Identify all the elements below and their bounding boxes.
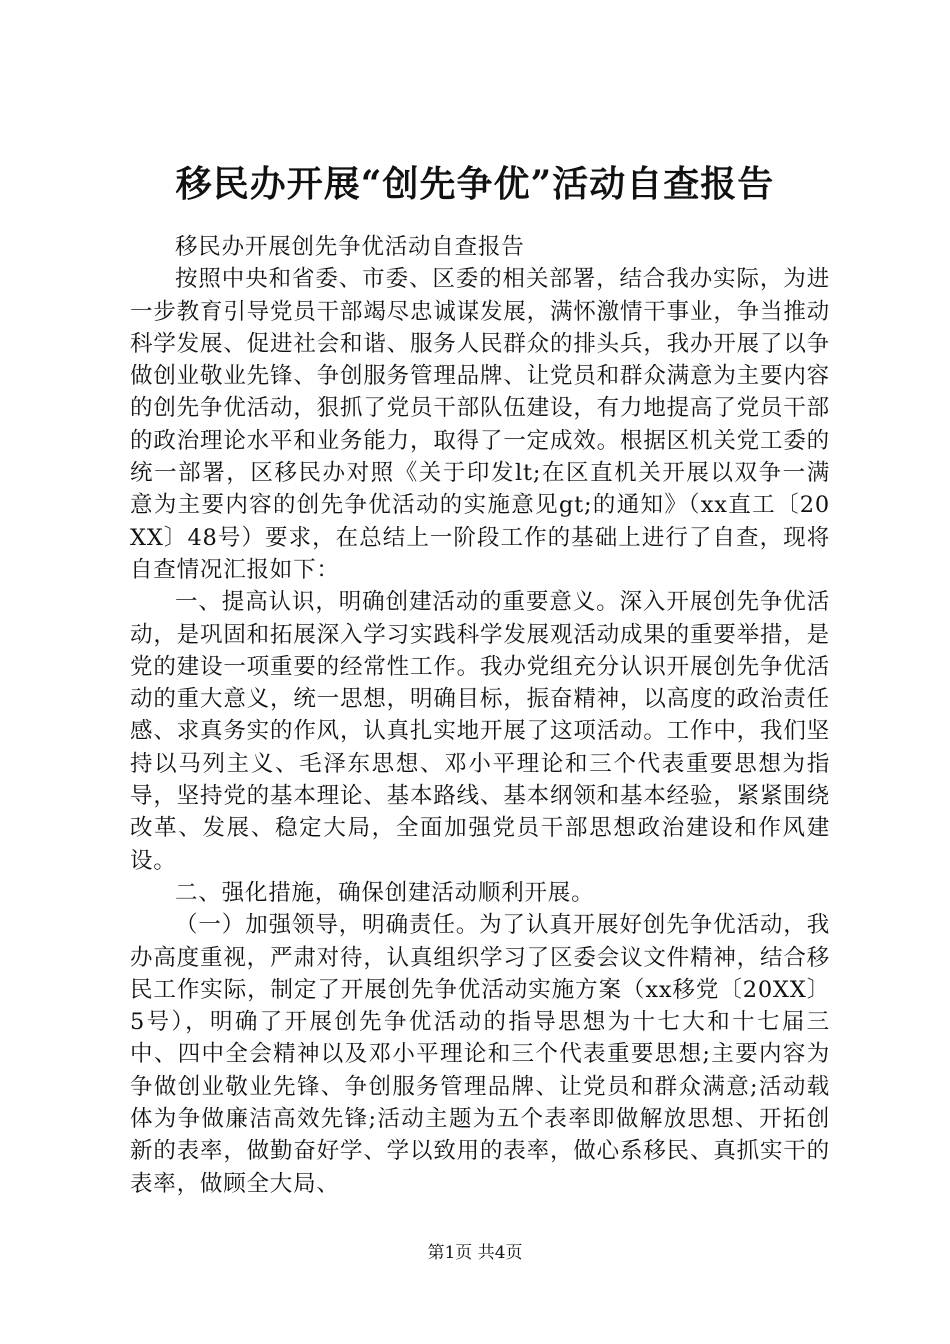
document-title: 移民办开展“创先争优”活动自查报告 — [175, 163, 775, 205]
section-two-heading: 二、强化措施，确保创建活动顺利开展。 — [175, 879, 595, 906]
section-one-paragraph: 一、提高认识，明确创建活动的重要意义。深入开展创先争优活动，是巩固和拓展深入学习实践科学发展观活动成果的重要举措，是党的建设一项重要的经常性工作。我办党组充分认识开展创先争优活动的重大意义，统一思想，明确目标，振奋精神，以高度的政治责任感、求真务实的作风，认真扎实地开展了这项活动。工作中，我们坚持以马列主义、毛泽东思想、邓小平理论和三个代表重要思想为指导，坚持党的基本理论、基本路线、基本纲领和基本经验，紧紧围绕改革、发展、稳定大局，全面加强党员干部思想政治建设和作风建设。 — [130, 589, 830, 874]
subsection-one-paragraph: （一）加强领导，明确责任。为了认真开展好创先争优活动，我办高度重视，严肃对待，认真组织学习了区委会议文件精神，结合移民工作实际，制定了开展创先争优活动实施方案（xx移党〔20XX〕5号），明确了开展创先争优活动的指导思想为十七大和十七届三中、四中全会精神以及邓小平理论和三个代表重要思想;主要内容为争做创业敬业先锋、争创服务管理品牌、让党员和群众满意;活动载体为争做廉洁高效先锋;活动主题为五个表率即做解放思想、开拓创新的表率，做勤奋好学、学以致用的表率，做心系移民、真抓实干的表率，做顾全大局、 — [130, 912, 830, 1197]
document-body — [130, 231, 830, 1200]
page-footer: 第1页 共4页 — [427, 1243, 523, 1263]
intro-paragraph: 按照中央和省委、市委、区委的相关部署，结合我办实际，为进一步教育引导党员干部竭尽忠诚谋发展，满怀激情干事业，争当推动科学发展、促进社会和谐、服务人民群众的排头兵，我办开展了以争做创业敬业先锋、争创服务管理品牌、让党员和群众满意为主要内容的创先争优活动，狠抓了党员干部队伍建设，有力地提高了党员干部的政治理论水平和业务能力，取得了一定成效。根据区机关党工委的统一部署，区移民办对照《关于印发lt;在区直机关开展以双争一满意为主要内容的创先争优活动的实施意见gt;的通知》（xx直工〔20XX〕48号）要求，在总结上一阶段工作的基础上进行了自查，现将自查情况汇报如下： — [130, 266, 830, 583]
subtitle-paragraph: 移民办开展创先争优活动自查报告 — [175, 234, 525, 260]
